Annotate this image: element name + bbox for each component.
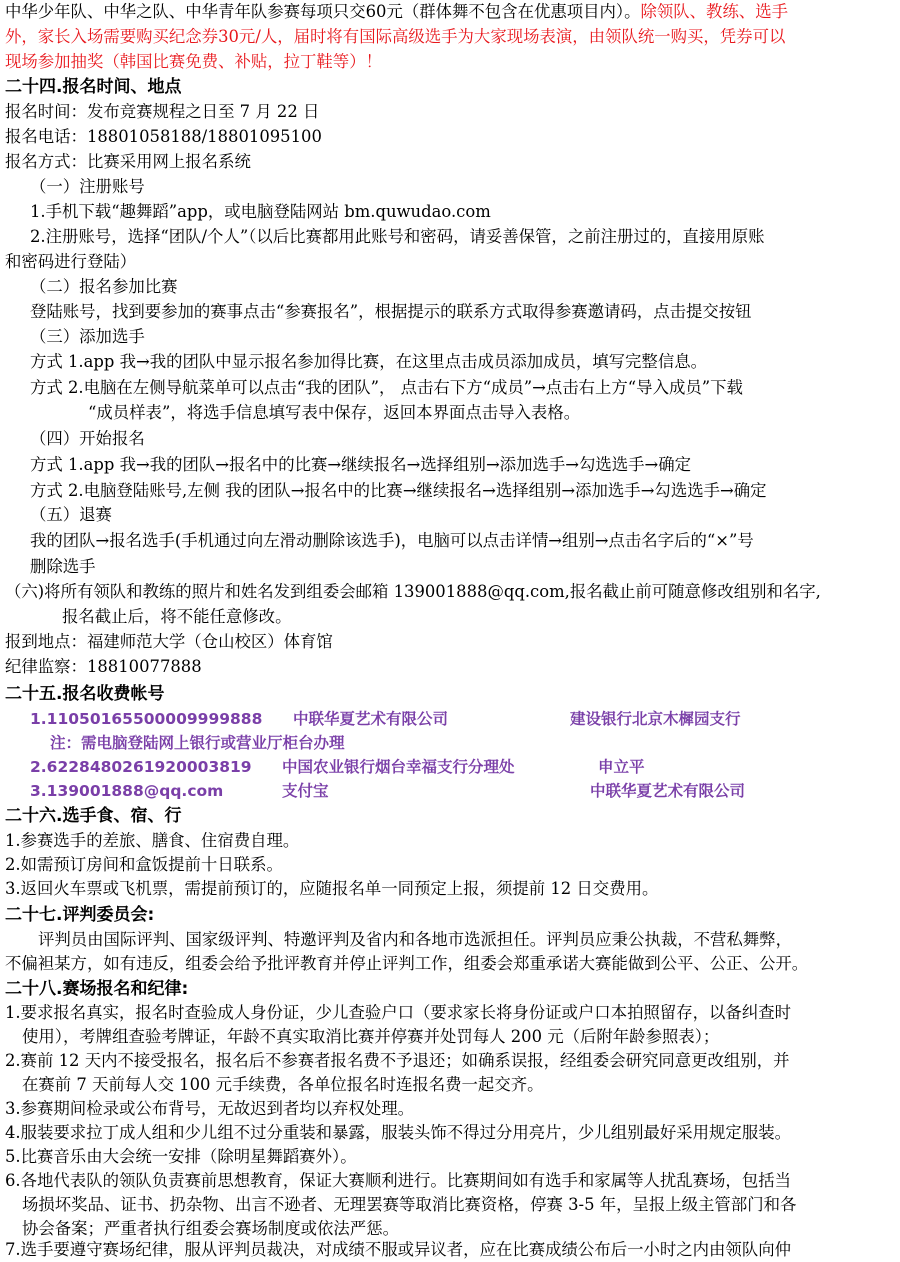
- travel-line-1: 1.参赛选手的差旅、膳食、住宿费自理。: [5, 831, 300, 850]
- intro-fee-text: 中华少年队、中华之队、中华青年队参赛每项只交60元（群体舞不包含在优惠项目内）。: [5, 2, 641, 21]
- rule-7: 7.选手要遵守赛场纪律，服从评判员裁决，对成绩不服或异议者，应在比赛成绩公布后一小时之内由领队向仲: [5, 1240, 791, 1259]
- account-2-number: 2.6228480261920003819: [30, 758, 252, 776]
- registration-method: 报名方式：比赛采用网上报名系统: [5, 152, 251, 171]
- rule-1b: 使用），考牌组查验考牌证，年龄不真实取消比赛并停赛并处罚每人 200 元（后附年龄参照表）；: [22, 1027, 720, 1046]
- travel-line-3: 3.返回火车票或飞机票，需提前预订的，应随报名单一同预定上报，须提前 12 日交费用。: [5, 879, 659, 898]
- step-6-line-1b: 报名截止后，将不能任意修改。: [62, 607, 292, 626]
- step-1-line-1: 1.手机下载“趣舞蹈”app，或电脑登陆网站 bm.quwudao.com: [30, 202, 491, 221]
- step-3-line-2b: “成员样表”，将选手信息填写表中保存，返回本界面点击导入表格。: [88, 403, 581, 422]
- rule-6a: 6.各地代表队的领队负责赛前思想教育，保证大赛顺利进行。比赛期间如有选手和家属等人扰乱赛场，包括当: [5, 1171, 791, 1190]
- step-5-line-1b: 删除选手: [30, 557, 96, 576]
- rule-2b: 在赛前 7 天前每人交 100 元手续费，各单位报名时连报名费一起交齐。: [22, 1075, 544, 1094]
- intro-notice-red-2: 外，家长入场需要购买纪念券30元/人，届时将有国际高级选手为大家现场表演，由领队统一购买，凭券可以: [5, 27, 786, 46]
- discipline-supervision: 纪律监察：18810077888: [5, 657, 202, 676]
- account-2-bank: 中国农业银行烟台幸福支行分理处: [282, 758, 515, 776]
- step-3-line-1: 方式 1.app 我→我的团队中显示报名参加得比赛，在这里点击成员添加成员，填写完整信息。: [30, 352, 707, 371]
- rule-6b: 场损坏奖品、证书、扔杂物、出言不逊者、无理罢赛等取消比赛资格，停赛 3-5 年，呈报上级主管部门和各: [22, 1195, 797, 1214]
- account-3-bank: 支付宝: [282, 782, 329, 800]
- section-25-heading: 二十五.报名收费帐号: [5, 684, 165, 704]
- rule-1a: 1.要求报名真实，报名时查验成人身份证，少儿查验户口（要求家长将身份证或户口本拍照留存，以备纠查时: [5, 1003, 791, 1022]
- step-1-title: （一）注册账号: [30, 177, 145, 196]
- account-1-number: 1.11050165500009999888: [30, 710, 263, 728]
- account-1-name: 中联华夏艺术有限公司: [293, 710, 449, 728]
- account-3-number: 3.139001888@qq.com: [30, 782, 224, 800]
- section-26-heading: 二十六.选手食、宿、行: [5, 806, 182, 826]
- rule-6c: 协会备案；严重者执行组委会赛场制度或依法严惩。: [22, 1219, 399, 1238]
- step-1-line-2a: 2.注册账号，选择“团队/个人”（以后比赛都用此账号和密码，请妥善保管，之前注册过的，直接用原账: [30, 227, 765, 246]
- intro-notice-red-3: 现场参加抽奖（韩国比赛免费、补贴，拉丁鞋等）！: [5, 52, 382, 71]
- step-2-line-1: 登陆账号，找到要参加的赛事点击“参赛报名”，根据提示的联系方式取得参赛邀请码，点击提交按钮: [30, 302, 752, 321]
- rule-2a: 2.赛前 12 天内不接受报名，报名后不参赛者报名费不予退还；如确系误报，经组委会研究同意更改组别，并: [5, 1051, 790, 1070]
- account-3-name: 中联华夏艺术有限公司: [590, 782, 746, 800]
- account-2-name: 申立平: [598, 758, 645, 776]
- section-24-heading: 二十四.报名时间、地点: [5, 77, 182, 97]
- judges-line-2: 不偏袒某方，如有违反，组委会给予批评教育并停止评判工作，组委会郑重承诺大赛能做到公平、公正、公开。: [5, 954, 809, 973]
- step-4-title: （四）开始报名: [30, 429, 145, 448]
- check-in-venue: 报到地点：福建师范大学（仓山校区）体育馆: [5, 632, 333, 651]
- step-4-line-2: 方式 2.电脑登陆账号,左侧 我的团队→报名中的比赛→继续报名→选择组别→添加选手→勾选选手→确定: [30, 481, 767, 500]
- step-5-line-1a: 我的团队→报名选手(手机通过向左滑动删除该选手)，电脑可以点击详情→组别→点击名字后的“×”号: [30, 531, 754, 550]
- step-5-title: （五）退赛: [30, 505, 112, 524]
- step-3-line-2a: 方式 2.电脑在左侧导航菜单可以点击“我的团队”， 点击右下方“成员”→点击右上方“导入成员”下载: [30, 378, 743, 397]
- registration-time: 报名时间：发布竞赛规程之日至 7 月 22 日: [5, 102, 320, 121]
- account-note: 注：需电脑登陆网上银行或营业厅柜台办理: [50, 734, 345, 752]
- account-1-bank: 建设银行北京木樨园支行: [570, 710, 741, 728]
- judges-line-1: 评判员由国际评判、国家级评判、特邀评判及省内和各地市选派担任。评判员应秉公执裁，不营私舞弊，: [38, 930, 792, 949]
- step-6-line-1a: （六)将所有领队和教练的照片和姓名发到组委会邮箱 139001888@qq.com,报名截止前可随意修改组别和名字,: [5, 582, 821, 601]
- intro-line-1: [5, 0, 788, 24]
- step-1-line-2b: 和密码进行登陆）: [5, 252, 137, 271]
- step-3-title: （三）添加选手: [30, 327, 145, 346]
- rule-3: 3.参赛期间检录或公布背号，无故迟到者均以弃权处理。: [5, 1099, 415, 1118]
- registration-phone: 报名电话：18801058188/18801095100: [5, 127, 322, 146]
- travel-line-2: 2.如需预订房间和盒饭提前十日联系。: [5, 855, 283, 874]
- step-2-title: （二）报名参加比赛: [30, 277, 178, 296]
- intro-notice-red-1: 除领队、教练、选手: [640, 2, 789, 21]
- section-27-heading: 二十七.评判委员会:: [5, 905, 155, 925]
- step-4-line-1: 方式 1.app 我→我的团队→报名中的比赛→继续报名→选择组别→添加选手→勾选选手→确定: [30, 455, 692, 474]
- rule-4: 4.服装要求拉丁成人组和少儿组不过分重装和暴露，服装头饰不得过分用亮片，少儿组别最好采用规定服装。: [5, 1123, 791, 1142]
- section-28-heading: 二十八.赛场报名和纪律:: [5, 979, 189, 999]
- rule-5: 5.比赛音乐由大会统一安排（除明星舞蹈赛外）。: [5, 1147, 357, 1166]
